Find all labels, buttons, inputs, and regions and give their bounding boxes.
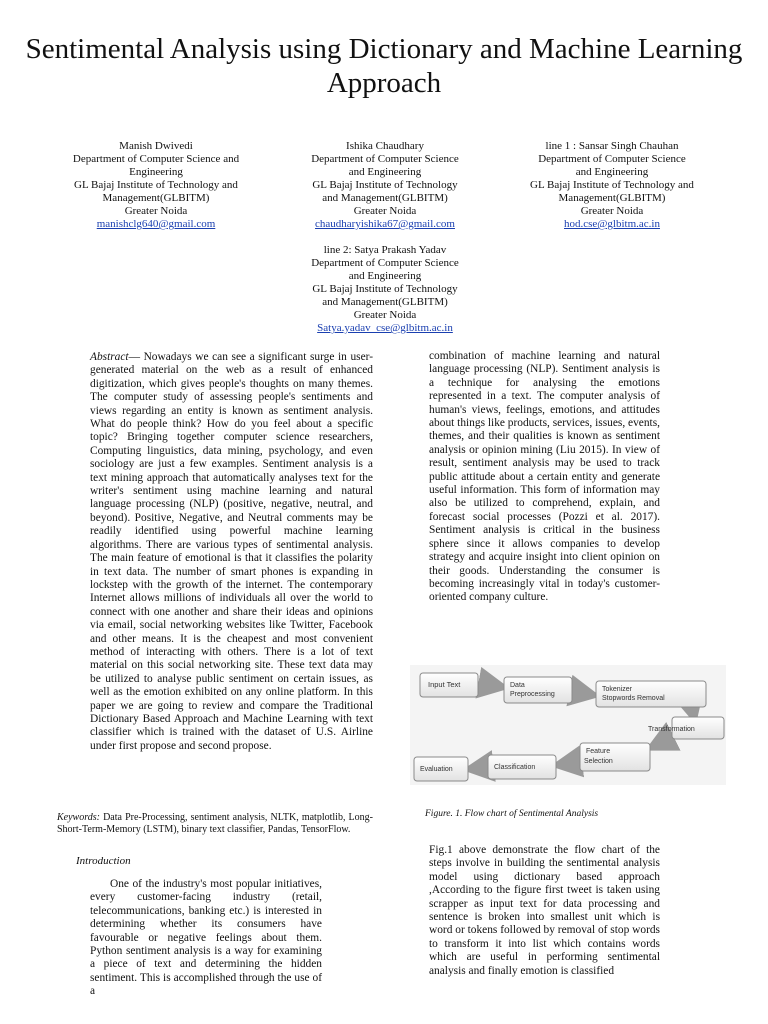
author-line: and Management(GLBITM) — [322, 192, 448, 204]
flow-node-label: Evaluation — [420, 766, 453, 773]
body-paragraph: Fig.1 above demonstrate the flow chart of the steps involve in building the sentimental analysis model using dictionary based approach ,According to the figure first tweet is taken using scrapper as input text for data processing and sentence is broken into smallest unit which is word or tokens followed by removal of stop words to transform it into list which contains words which are useful in performing sentimental analysis and finally emotion is classified — [429, 844, 660, 977]
author-line: Department of Computer Science and — [72, 153, 240, 165]
flow-node-label: Tokenizer — [602, 686, 632, 693]
flow-node-label: Transformation — [648, 726, 695, 733]
flow-node-evaluation — [414, 757, 468, 781]
author-line: Greater Noida — [353, 205, 417, 217]
author-block-1 — [56, 140, 256, 231]
author-line: GL Bajaj Institute of Technology — [312, 179, 458, 191]
author-email-link[interactable]: chaudharyishika67@gmail.com — [315, 218, 455, 230]
flow-node-label: Selection — [584, 758, 613, 765]
keywords-text: Data Pre-Processing, sentiment analysis, NLTK, matplotlib, Long-Short-Term-Memory (LSTM), binary text classifier, Pandas, TensorFlow. — [57, 812, 373, 835]
author-line: Department of Computer Science — [311, 257, 459, 269]
abstract — [90, 351, 373, 753]
paper-title: Sentimental Analysis using Dictionary and Machine Learning Approach — [25, 33, 743, 99]
right-column-paragraph-1 — [429, 350, 660, 605]
abstract-paragraph — [90, 351, 373, 753]
author-line: Greater Noida — [124, 205, 188, 217]
keywords — [57, 812, 373, 836]
right-column-paragraph-2 — [429, 844, 660, 978]
author-line: Greater Noida — [353, 309, 417, 321]
author-email-link[interactable]: manishclg640@gmail.com — [96, 218, 216, 230]
flow-node-data-preprocessing — [504, 677, 572, 703]
introduction-paragraph: One of the industry's most popular initiatives, every customer-facing industry (retail, telecommunications, banking etc.) is interested in determining whether its consumers have favourable or negative feelings about them. Python sentiment analysis is a way for examining a piece of text and determining the hidden sentiment. This is accomplished through the use of a — [90, 878, 322, 998]
introduction-heading: Introduction — [76, 855, 131, 867]
author-line: line 1 : Sansar Singh Chauhan — [545, 140, 679, 152]
author-line: and Engineering — [348, 166, 422, 178]
author-line: Manish Dwivedi — [119, 140, 193, 152]
abstract-label: Abstract — [90, 351, 129, 363]
author-block-4 — [285, 244, 485, 335]
flow-node-tokenizer — [596, 681, 706, 707]
body-paragraph: combination of machine learning and natural language processing (NLP). Sentiment analysis is a technique for analysing the emotions represented in a text. The computer analysis of human's views, feelings, emotions, and attitudes about things like products, services, issues, events, themes, and their qualities is known as sentiment analysis or opinion mining (Liu 2015). In view of result, sentiment analysis may be used to track public attitude about a certain entity and generate useful information. This form of information may also be utilized to comprehend, explain, and forecast social processes (Pozzi et al. 2017). Sentiment analysis is critical in the business sphere since it allows companies to develop strategy and acquire insight into client opinion on their goods. Understanding the consumer is becoming increasingly vital in today's customer-oriented company culture. — [429, 350, 660, 604]
flow-node-label: Preprocessing — [510, 691, 555, 698]
author-line: GL Bajaj Institute of Technology — [312, 283, 458, 295]
flow-node-label: Feature — [586, 748, 611, 755]
author-line: Management(GLBITM) — [558, 192, 666, 204]
flow-node-label: Stopwords Removal — [602, 695, 665, 702]
author-line: GL Bajaj Institute of Technology and — [74, 179, 238, 191]
author-line: Engineering — [129, 166, 183, 178]
author-line: and Engineering — [348, 270, 422, 282]
flow-node-label: Classification — [494, 764, 536, 771]
author-block-3 — [512, 140, 712, 231]
flow-node-feature-selection — [580, 743, 650, 771]
flow-node-label: Input Text — [428, 680, 461, 689]
author-line: Management(GLBITM) — [102, 192, 210, 204]
author-block-2 — [285, 140, 485, 231]
author-line: line 2: Satya Prakash Yadav — [323, 244, 447, 256]
flow-arrow — [692, 709, 694, 717]
flow-node-classification — [488, 755, 556, 779]
author-line: Greater Noida — [580, 205, 644, 217]
flow-arrow — [470, 767, 486, 769]
flow-node-label: Data — [510, 682, 525, 689]
author-line: GL Bajaj Institute of Technology and — [530, 179, 694, 191]
flow-node-input-text — [420, 673, 478, 697]
author-line: and Management(GLBITM) — [322, 296, 448, 308]
author-line: and Engineering — [575, 166, 649, 178]
author-email-link[interactable]: hod.cse@glbitm.ac.in — [564, 218, 660, 230]
introduction-body — [90, 878, 322, 999]
flow-chart-figure — [410, 665, 726, 785]
author-email-link[interactable]: Satya.yadav_cse@glbitm.ac.in — [317, 322, 453, 334]
figure-caption: Figure. 1. Flow chart of Sentimental Analysis — [425, 809, 599, 819]
author-line: Department of Computer Science — [311, 153, 459, 165]
keywords-label: Keywords: — [57, 812, 100, 823]
abstract-text: — Nowadays we can see a significant surge in user-generated material on the web as a result of enhanced digitization, which gives people's thoughts on many themes. The computer study of assessing people's sentiments and views regarding an entity is known as sentiment analysis. What do people think? How do you feel about a specific topic? Bringing together computer science researchers, Computing linguistics, data mining, psychology, and even sociology are just a few examples. Sentiment analysis is a text mining approach that automatically analyses text for the writer's sentiment using machine learning and natural language processing (NLP) (positive, negative, neutral, and beyond). Positive, Negative, and Neutral comments may be readily identified using powerful machine learning algorithms. There are various types of sentimental analysis. The main feature of emotional is that it classifies the polarity in text data. The number of smart phones is expanding in lockstep with the growth of the internet. The contemporary Internet allows millions of individuals all over the world to connect with one another and share their ideas and opinions via email, social networking websites like Twitter, Facebook and other means. It is the cheapest and most convenient method of interacting with others. There is a lot of text material on this social networking site. These text data may be utilized to analyse public sentiment on certain issues, as well as the emotion exhibited on any online platform. In this paper we are going to review and compare the Traditional Dictionary Based Approach and Machine Learning with text classifier which is trained with the dataset of U.S. Airline under first propose and second propose. — [90, 351, 373, 752]
author-line: Department of Computer Science — [538, 153, 686, 165]
author-line: Ishika Chaudhary — [346, 140, 424, 152]
